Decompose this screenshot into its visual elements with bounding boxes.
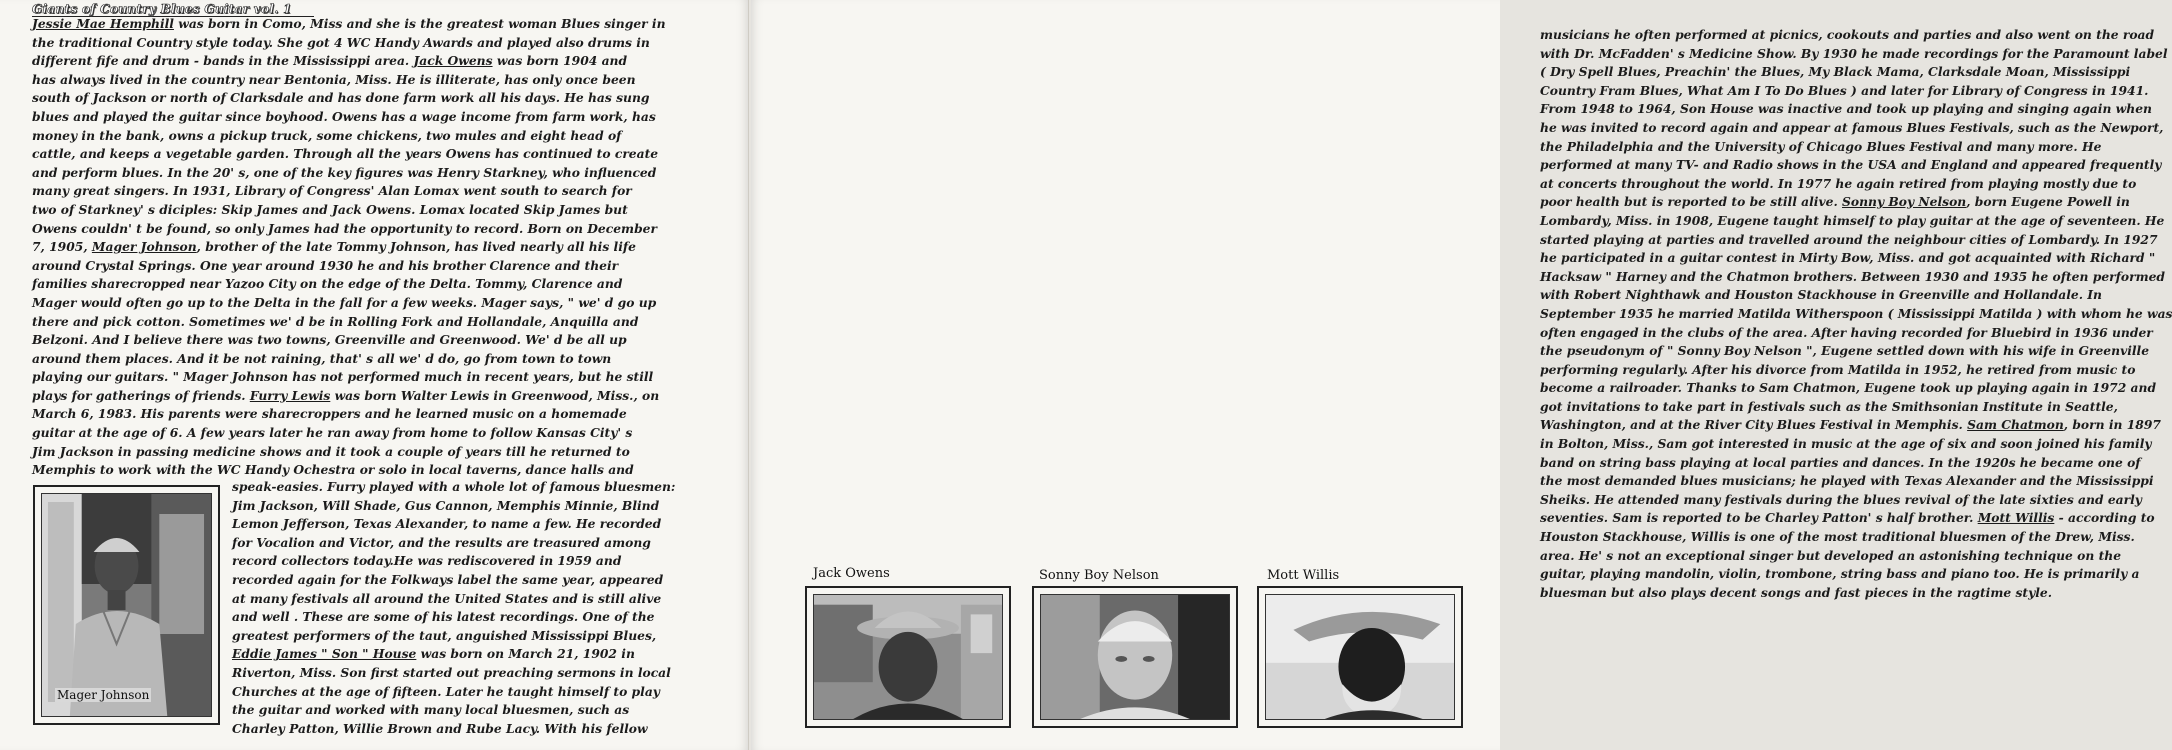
text-line <box>232 571 675 590</box>
line-text: Lemon Jefferson, Texas Alexander, to name a few. He recorded <box>232 516 662 532</box>
line-text: - according to <box>2054 510 2155 526</box>
text-line <box>232 608 675 627</box>
line-text: with Dr. McFadden' s Medicine Show. By 1930 he made recordings for the Paramount label <box>1540 45 2168 61</box>
line-text: the pseudonym of " Sonny Boy Nelson ", Eugene settled down with his wife in Greenville <box>1540 343 2150 359</box>
line-text: band on string bass playing at local parties and dances. In the 1920s he became one of <box>1540 454 2141 470</box>
line-text: and perform blues. In the 20' s, one of the key figures was Henry Starkney, who influenced <box>32 164 657 180</box>
left-page <box>0 0 749 750</box>
line-text: for Vocalion and Victor, and the results are treasured among <box>232 534 651 550</box>
text-line <box>32 405 666 424</box>
line-text: blues and played the guitar since boyhood. Owens has a wage income from farm work, has <box>32 108 656 124</box>
text-line <box>1540 268 2172 287</box>
line-text: in Bolton, Miss., Sam got interested in music at the age of six and soon joined his family <box>1540 436 2152 452</box>
text-line <box>32 387 666 406</box>
line-text: Owens couldn' t be found, so only James had the opportunity to record. Born on December <box>32 220 657 236</box>
line-text: Country Fram Blues, What Am I To Do Blues ) and later for Library of Congress in 1941. <box>1540 82 2149 98</box>
photo-mager-johnson <box>33 485 220 725</box>
right-text-main <box>1540 26 2172 602</box>
left-text-main <box>32 15 666 480</box>
line-text: around them places. And it be not raining, that' s all we' d do, go from town to town <box>32 350 612 366</box>
text-line <box>1540 379 2172 398</box>
text-line <box>232 701 675 720</box>
line-text: speak-easies. Furry played with a whole lot of famous bluesmen: <box>232 479 676 494</box>
line-text: , born Eugene Powell in <box>1966 194 2130 210</box>
text-line <box>32 145 666 164</box>
line-text: Belzoni. And I believe there was two towns, Greenville and Greenwood. We' d be all up <box>32 332 627 348</box>
line-text: families sharecropped near Yazoo City on the edge of the Delta. Tommy, Clarence and <box>32 276 623 292</box>
artist-name: Eddie James " Son " House <box>232 646 417 662</box>
line-text: Jim Jackson, Will Shade, Gus Cannon, Memphis Minnie, Blind <box>232 497 660 513</box>
text-line <box>232 478 675 497</box>
line-text: From 1948 to 1964, Son House was inactive and took up playing and singing again when <box>1540 101 2152 117</box>
text-line <box>1540 491 2172 510</box>
text-line <box>32 164 666 183</box>
text-line <box>1540 361 2172 380</box>
line-text: Riverton, Miss. Son first started out preaching sermons in local <box>232 664 671 680</box>
line-text: often engaged in the clubs of the area. After having recorded for Bluebird in 1936 under <box>1540 324 2153 340</box>
line-text: musicians he often performed at picnics, cookouts and parties and also went on the road <box>1540 27 2155 42</box>
text-line <box>32 294 666 313</box>
line-text: Jim Jackson in passing medicine shows and it took a couple of years till he returned to <box>32 443 630 459</box>
line-text: Mager would often go up to the Delta in the fall for a few weeks. Mager says, " we' d go up <box>32 294 657 310</box>
text-line <box>32 108 666 127</box>
artist-name: Jessie Mae Hemphill <box>32 16 174 31</box>
line-text: Houston Stackhouse, Willis is one of the most traditional bluesmen of the Drew, Miss. <box>1540 529 2135 545</box>
text-line <box>1540 528 2172 547</box>
portrait-image <box>42 494 211 716</box>
line-text: started playing at parties and travelled around the neighbour cities of Lombardy. In 1927 <box>1540 231 2158 247</box>
text-line <box>32 220 666 239</box>
line-text: the traditional Country style today. She got 4 WC Handy Awards and played also drums in <box>32 34 650 50</box>
text-line <box>1540 193 2172 212</box>
caption-jack-owens: Jack Owens <box>813 566 890 581</box>
text-line <box>1540 63 2172 82</box>
caption-sonny-boy-nelson: Sonny Boy Nelson <box>1039 568 1159 583</box>
text-line <box>32 52 666 71</box>
line-text: was born in Como, Miss and she is the greatest woman Blues singer in <box>173 16 666 31</box>
text-line <box>232 683 675 702</box>
line-text: money in the bank, owns a pickup truck, some chickens, two mules and eight head of <box>32 127 622 143</box>
line-text: area. He' s not an exceptional singer but developed an astonishing technique on the <box>1540 547 2122 563</box>
photo-sonny-boy-nelson <box>1032 586 1238 728</box>
text-line <box>32 89 666 108</box>
line-text: become a railroader. Thanks to Sam Chatmon, Eugene took up playing again in 1972 and <box>1540 380 2157 396</box>
artist-name: Furry Lewis <box>249 387 331 403</box>
text-line <box>1540 45 2172 64</box>
artist-name: Mager Johnson <box>91 239 197 255</box>
line-text: , born in 1897 <box>2063 417 2161 433</box>
text-line <box>32 15 666 34</box>
text-line <box>32 331 666 350</box>
text-line <box>232 664 675 683</box>
photo-caption-mager-johnson: Mager Johnson <box>57 688 150 702</box>
line-text: playing our guitars. " Mager Johnson has not performed much in recent years, but he still <box>32 369 654 385</box>
line-text: has always lived in the country near Bentonia, Miss. He is illiterate, has only once been <box>32 71 636 87</box>
series-title: Giants of Country Blues Guitar vol. 1 <box>32 2 314 17</box>
portrait-image <box>1266 595 1454 719</box>
text-line <box>32 443 666 462</box>
line-text: different fife and drum - bands in the Mississippi area. <box>32 53 414 69</box>
photo-mott-willis <box>1257 586 1463 728</box>
line-text: guitar at the age of 6. A few years later he ran away from home to follow Kansas City' s <box>32 425 633 441</box>
text-line <box>1540 119 2172 138</box>
text-line <box>1540 509 2172 528</box>
line-text: recorded again for the Folkways label the same year, appeared <box>232 571 664 587</box>
line-text: September 1935 he married Matilda Witherspoon ( Mississippi Matilda ) with whom he was <box>1540 305 2172 321</box>
text-line <box>1540 156 2172 175</box>
artist-name: Mott Willis <box>1977 510 2055 526</box>
caption-mott-willis: Mott Willis <box>1267 568 1340 583</box>
text-line <box>1540 175 2172 194</box>
text-line <box>32 127 666 146</box>
artist-name: Sam Chatmon <box>1967 417 2064 433</box>
line-text: performed at many TV- and Radio shows in the USA and England and appeared frequently <box>1540 157 2162 173</box>
text-line <box>1540 100 2172 119</box>
text-line <box>1540 231 2172 250</box>
line-text: was born 1904 and <box>492 53 628 69</box>
text-line <box>32 238 666 257</box>
portrait-image <box>1041 595 1229 719</box>
artist-name: Sonny Boy Nelson <box>1842 194 1967 210</box>
text-line <box>1540 26 2172 45</box>
line-text: March 6, 1983. His parents were sharecroppers and he learned music on a homemade <box>32 406 627 422</box>
line-text: ( Dry Spell Blues, Preachin' the Blues, My Black Mama, Clarksdale Moan, Mississippi <box>1540 64 2131 80</box>
text-line <box>32 368 666 387</box>
line-text: around Crystal Springs. One year around 1930 he and his brother Clarence and their <box>32 257 619 273</box>
line-text: bluesman but also plays decent songs and fast pieces in the ragtime style. <box>1540 584 2052 600</box>
line-text: Washington, and at the River City Blues Festival in Memphis. <box>1540 417 1968 433</box>
line-text: the Philadelphia and the University of Chicago Blues Festival and many more. He <box>1540 138 2102 154</box>
text-line <box>232 515 675 534</box>
line-text: many great singers. In 1931, Library of Congress' Alan Lomax went south to search for <box>32 183 632 199</box>
text-line <box>1540 286 2172 305</box>
line-text: cattle, and keeps a vegetable garden. Through all the years Owens has continued to create <box>32 146 659 162</box>
text-line <box>1540 435 2172 454</box>
line-text: with Robert Nighthawk and Houston Stackhouse in Greenville and Hollandale. In <box>1540 287 2102 303</box>
line-text: Charley Patton, Willie Brown and Rube Lacy. With his fellow <box>232 720 648 736</box>
text-line <box>32 275 666 294</box>
line-text: record collectors today.He was rediscovered in 1959 and <box>232 553 622 569</box>
text-line <box>32 71 666 90</box>
text-line <box>32 424 666 443</box>
line-text: Churches at the age of fifteen. Later he taught himself to play <box>232 683 660 699</box>
text-line <box>1540 565 2172 584</box>
line-text: got invitations to take part in festivals such as the Smithsonian Institute in Seattle, <box>1540 398 2118 414</box>
line-text: Memphis to work with the WC Handy Ochestra or solo in local taverns, dance halls and <box>32 462 634 478</box>
portrait-image <box>814 595 1002 719</box>
line-text: was born Walter Lewis in Greenwood, Miss., on <box>330 387 660 403</box>
line-text: , brother of the late Tommy Johnson, has lived nearly all his life <box>196 239 637 255</box>
text-line <box>232 645 675 664</box>
text-line <box>32 34 666 53</box>
text-line <box>1540 472 2172 491</box>
text-line <box>232 590 675 609</box>
line-text: guitar, playing mandolin, violin, trombone, string bass and piano too. He is primarily a <box>1540 566 2140 582</box>
line-text: and well . These are some of his latest recordings. One of the <box>232 609 655 625</box>
text-line <box>1540 547 2172 566</box>
text-line <box>1540 212 2172 231</box>
text-line <box>232 497 675 516</box>
line-text: plays for gatherings of friends. <box>32 387 250 403</box>
text-line <box>1540 82 2172 101</box>
text-line <box>1540 305 2172 324</box>
line-text: the guitar and worked with many local bluesmen, such as <box>232 702 630 718</box>
text-line <box>232 720 675 739</box>
line-text: greatest performers of the taut, anguished Mississippi Blues, <box>232 627 657 643</box>
line-text: south of Jackson or north of Clarksdale and has done farm work all his days. He has sung <box>32 90 650 106</box>
text-line <box>32 182 666 201</box>
line-text: 7, 1905, <box>32 239 92 255</box>
line-text: performing regularly. After his divorce from Matilda in 1952, he retired from music to <box>1540 361 2136 377</box>
text-line <box>1540 324 2172 343</box>
line-text: the most demanded blues musicians; he played with Texas Alexander and the Mississippi <box>1540 473 2154 489</box>
line-text: was born on March 21, 1902 in <box>416 646 635 662</box>
text-line <box>1540 398 2172 417</box>
line-text: poor health but is reported to be still alive. <box>1540 194 1843 210</box>
line-text: at concerts throughout the world. In 1977 he again retired from playing mostly due to <box>1540 175 2137 191</box>
line-text: Lombardy, Miss. in 1908, Eugene taught himself to play guitar at the age of seventeen. He <box>1540 212 2165 228</box>
text-line <box>1540 138 2172 157</box>
photo-jack-owens <box>805 586 1011 728</box>
text-line <box>1540 416 2172 435</box>
left-text-wrap <box>232 478 675 738</box>
line-text: at many festivals all around the United States and is still alive <box>232 590 662 606</box>
line-text: Hacksaw " Harney and the Chatmon brothers. Between 1930 and 1935 he often performed <box>1540 268 2166 284</box>
text-line <box>1540 454 2172 473</box>
line-text: seventies. Sam is reported to be Charley Patton' s half brother. <box>1540 510 1978 526</box>
text-line <box>1540 249 2172 268</box>
text-line <box>1540 584 2172 603</box>
text-line <box>232 627 675 646</box>
text-line <box>1540 342 2172 361</box>
line-text: there and pick cotton. Sometimes we' d be in Rolling Fork and Hollandale, Anquilla and <box>32 313 639 329</box>
line-text: two of Starkney' s diciples: Skip James and Jack Owens. Lomax located Skip James but <box>32 201 628 217</box>
text-line <box>232 552 675 571</box>
artist-name: Jack Owens <box>413 53 493 69</box>
text-line <box>32 350 666 369</box>
line-text: he was invited to record again and appear at famous Blues Festivals, such as the Newport, <box>1540 119 2164 135</box>
text-line <box>232 534 675 553</box>
text-line <box>32 257 666 276</box>
text-line <box>32 201 666 220</box>
line-text: Sheiks. He attended many festivals during the blues revival of the late sixties and early <box>1540 491 2142 507</box>
line-text: he participated in a guitar contest in Mirty Bow, Miss. and got acquainted with Richard " <box>1540 250 2156 266</box>
text-line <box>32 313 666 332</box>
